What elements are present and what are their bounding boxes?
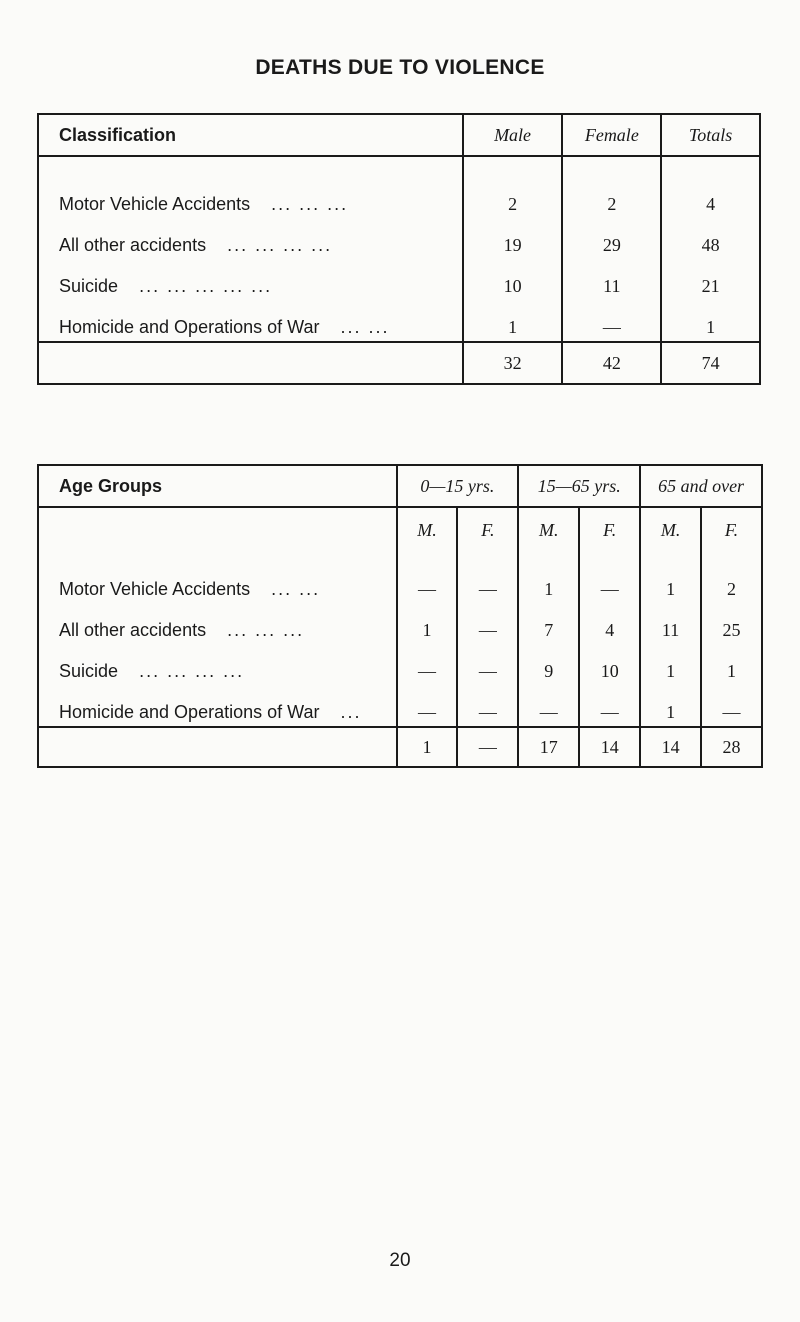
table-cell: 4 [579,603,640,644]
row-label-text: Suicide [59,661,119,681]
table-cell: 1 [518,552,579,603]
totals-label-cell [38,727,397,767]
row-label-text: Homicide and Operations of War [59,702,320,722]
table-cell: — [701,685,762,727]
table-cell: — [579,552,640,603]
column-header-age-groups: Age Groups [38,465,397,507]
table-row [38,603,762,644]
table-cell: — [457,685,518,727]
row-label [38,685,397,727]
total-cell: 14 [640,727,701,767]
table-cell: — [397,552,458,603]
table-row [38,300,760,342]
table-cell: 1 [640,685,701,727]
leader-dots: ... ... ... ... [227,235,333,255]
table-cell: 1 [701,644,762,685]
leader-dots: ... [340,702,362,722]
cell-male: 10 [463,259,563,300]
total-cell: 14 [579,727,640,767]
table-cell: 2 [701,552,762,603]
column-header-0-15: 0—15 yrs. [397,465,519,507]
table-cell: — [457,603,518,644]
table-cell: — [397,685,458,727]
cell-female: 2 [562,156,661,218]
column-header-65-over: 65 and over [640,465,762,507]
row-label-text: Suicide [59,276,119,296]
total-all: 74 [661,342,760,384]
leader-dots: ... ... [271,579,321,599]
cell-total: 48 [661,218,760,259]
table-cell: 7 [518,603,579,644]
table-cell: — [397,644,458,685]
table-header-row [38,465,762,507]
subheader-male: M. [518,507,579,552]
table-cell: — [518,685,579,727]
leader-dots: ... ... ... ... ... [139,276,273,296]
row-label-text: Homicide and Operations of War [59,317,320,337]
totals-row [38,342,760,384]
row-label-text: Motor Vehicle Accidents [59,194,251,214]
table-row [38,552,762,603]
table-row [38,685,762,727]
total-cell: 28 [701,727,762,767]
row-label-text: Motor Vehicle Accidents [59,579,251,599]
subheader-female: F. [701,507,762,552]
cell-male: 2 [463,156,563,218]
row-label [38,259,463,300]
total-female: 42 [562,342,661,384]
table-row [38,644,762,685]
leader-dots: ... ... ... [271,194,349,214]
table-cell: — [457,552,518,603]
table-row [38,259,760,300]
column-header-male: Male [463,114,563,156]
leader-dots: ... ... ... [227,620,305,640]
row-label [38,603,397,644]
cell-female: 29 [562,218,661,259]
cell-total: 4 [661,156,760,218]
row-label [38,552,397,603]
cell-total: 1 [661,300,760,342]
table-cell: 11 [640,603,701,644]
table-cell: 25 [701,603,762,644]
total-male: 32 [463,342,563,384]
totals-label-cell [38,342,463,384]
table-row [38,156,760,218]
leader-dots: ... ... ... ... [139,661,245,681]
classification-table [37,113,761,385]
cell-female: 11 [562,259,661,300]
column-header-totals: Totals [661,114,760,156]
subheader-blank [38,507,397,552]
table-cell: — [457,644,518,685]
column-header-15-65: 15—65 yrs. [518,465,640,507]
cell-male: 1 [463,300,563,342]
table-cell: 9 [518,644,579,685]
total-cell: — [457,727,518,767]
age-groups-table [37,464,763,768]
cell-male: 19 [463,218,563,259]
row-label-text: All other accidents [59,620,207,640]
table-row [38,218,760,259]
row-label [38,300,463,342]
page-title: DEATHS DUE TO VIOLENCE [255,56,545,79]
row-label [38,156,463,218]
column-header-female: Female [562,114,661,156]
sex-subheader-row [38,507,762,552]
subheader-female: F. [457,507,518,552]
table-cell: 1 [640,552,701,603]
table-cell: 10 [579,644,640,685]
table-cell: 1 [397,603,458,644]
subheader-male: M. [397,507,458,552]
column-header-classification: Classification [38,114,463,156]
leader-dots: ... ... [340,317,390,337]
cell-total: 21 [661,259,760,300]
total-cell: 1 [397,727,458,767]
table-header-row [38,114,760,156]
page-number: 20 [389,1250,411,1271]
cell-female: — [562,300,661,342]
table-cell: 1 [640,644,701,685]
totals-row [38,727,762,767]
row-label [38,644,397,685]
row-label-text: All other accidents [59,235,207,255]
subheader-male: M. [640,507,701,552]
row-label [38,218,463,259]
table-cell: — [579,685,640,727]
total-cell: 17 [518,727,579,767]
subheader-female: F. [579,507,640,552]
